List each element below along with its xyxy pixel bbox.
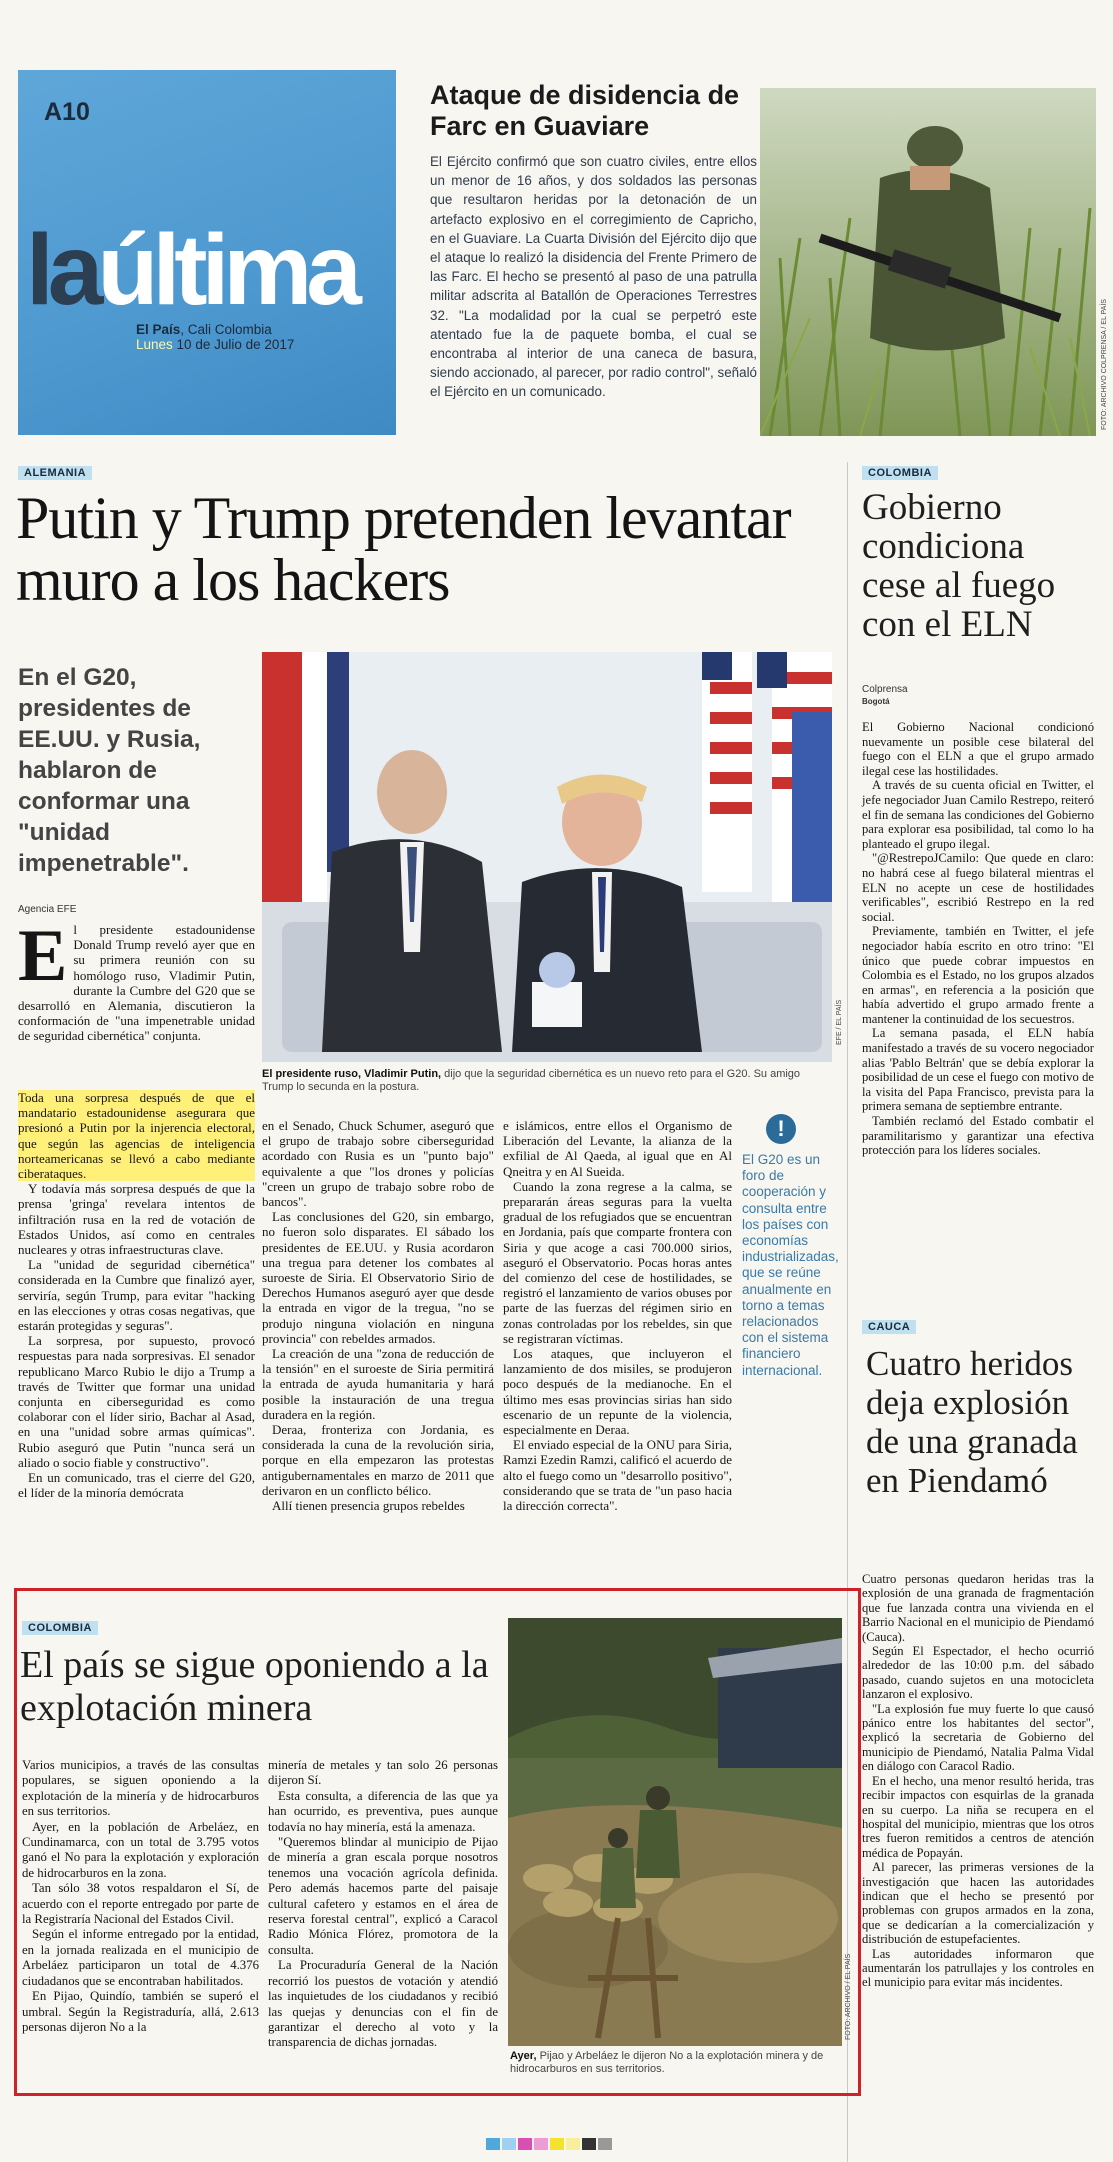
g20-note-text: El G20 es un foro de cooperación y consulta entre los países con economías industrializadas, que se reúne anualmente en torno a temas relacionados con el sistema financiero internacional. (742, 1152, 839, 1378)
mining-photo (508, 1618, 842, 2046)
info-icon: ! (766, 1114, 796, 1144)
drop-cap: E (18, 915, 68, 997)
mining-col-1: Varios municipios, a través de las consultas populares, se siguen oponiendo a la explotación de la minería y de hidrocarburos en sus territorios. Ayer, en la población de Arbeláez, en Cundinamarca, con un total de 3.795 votos ganó el No para la explotación y exploración de hidrocarburos en la zona. Tan sólo 38 votos respaldaron el Sí, de acuerdo con el reporte entregado por parte de la Registraría Nacional del Estados Civil. Según el informe entregado por la entidad, en la jornada realizada en el municipio de Arbeláez participaron un total de 4.376 ciudadanos que se encontraban habilitados. En Pijao, Quindío, también se superó el umbral. Según la Registraduría, allá, 2.613 personas dijeron No a la (22, 1758, 259, 2034)
main-col-3: e islámicos, entre ellos el Organismo de Liberación del Levante, la alianza de la exfilial de Al Qaeda, al igual que en Al Qneitra y en Al Sueida. Cuando la zona regrese a la calma, se prepararán áreas seguras para la vuelta gradual de los refugiados que se encuentran en Jordania, país que comparte frontera con Siria y que acoge a casi 700.000 sirios, aseguró el Observatorio. Pocas horas antes del comienzo del cese de hostilidades, se registró el lanzamiento de varios obuses por parte de las fuerzas del régimen sirio en zonas controladas por los rebeldes, sin que se registraran víctimas. Los ataques, que incluyeron el lanzamiento de dos misiles, se produjeron poco después de la medianoche. En el último mes esas provincias sirias han sido escenario de un repunte de la violencia, especialmente en Deraa. El enviado especial de la ONU para Siria, Ramzi Ezedin Ramzi, calificó el acuerdo de alto el fuego como un "desarrollo positivo", considerando que se trata de "un paso hacia la dirección correcta". (503, 1118, 732, 1514)
main-photo-caption: El presidente ruso, Vladimir Putin, dijo que la seguridad cibernética es un nuevo reto para el G20. Su amigo Trump lo secunda en la postura. (262, 1068, 801, 1093)
mining-photo-credit: FOTO: ARCHIVO / EL PAÍS (845, 1953, 852, 2040)
eln-byline: Colprensa Bogotá (862, 684, 908, 706)
section-tag-colombia-mining: COLOMBIA (22, 1621, 98, 1635)
eln-body: El Gobierno Nacional condicionó nuevamente un posible cese bilateral del fuego con el ELN a que el grupo armado ilegal cese las hostilidades. A través de su cuenta oficial en Twitter, el jefe negociador Juan Camilo Restrepo, reiteró el fin de semana las condiciones del Gobierno para explorar esa posibilidad, tal como lo ha planteado el grupo ilegal. "@RestrepoJCamilo: Que quede en claro: no habrá cese al fuego bilateral mientras el ELN no acepte un cese de hostilidades verificables", escribió Restrepo en la red social. Previamente, también en Twitter, el jefe negociador había escrito en otro trino: "El único que puede cobrar impuestos en Colombia es el Estado, no los grupos alzados en armas", en referencia a la posición que había advertido el grupo armado frente a mantener la continuidad de los secuestros. La semana pasada, el ELN había manifestado a través de su vocero negociador alias 'Pablo Beltrán' que se debía explorar la posibilidad de un cese el fuego con motivo de la visita del Papa Francisco, prevista para la primera semana de septiembre entrante. También reclamó del Estado combatir el paramilitarismo y garantizar una efectiva protección para los líderes sociales. (862, 720, 1094, 1158)
section-brand: laúltima (26, 214, 356, 326)
main-col-1-cont: Toda una sorpresa después de que el mandatario estadounidense asegurara que presionó a Putin por la injerencia electoral, que según las agencias de inteligencia norteamericanas se llevó a cabo mediante ciberataques. Y todavía más sorpresa después de que la prensa 'gringa' revelara intentos de infiltración rusa en la red de votación de Estados Unidos, así como en centrales nucleares y otras infraestructuras clave. La "unidad de seguridad cibernética" considerada en la Cumbre que finalizó ayer, serviría, según Trump, para evitar "hacking en las elecciones y otras cosas negativas, que estarán protegidas y seguras". La sorpresa, por supuesto, provocó respuestas para nada sorpresivas. El senador republicano Marco Rubio le dijo a Trump a través de Twitter que formar una unidad conjunta en ciberseguridad es como colaborar con el líder sirio, Bachar al Asad, en una "unidad sobre armas químicas". Rubio aseguró que Putin "nunca será un aliado o socio fiable y constructivo". En un comunicado, tras el cierre del G20, el líder de la minoría demócrata (18, 1090, 255, 1501)
soldier-photo-art (760, 88, 1096, 436)
section-tag-alemania: ALEMANIA (18, 466, 92, 480)
highlighted-paragraph: Toda una sorpresa después de que el mandatario estadounidense asegurara que presionó a Putin por la injerencia electoral, que según las agencias de inteligencia norteamericanas se llevó a cabo mediante ciberataques. (18, 1090, 255, 1182)
main-photo-credit: EFE / EL PAÍS (836, 999, 843, 1045)
mining-photo-art (508, 1618, 842, 2046)
section-tag-colombia: COLOMBIA (862, 466, 938, 480)
dateline: El País, Cali Colombia Lunes 10 de Julio de 2017 (136, 322, 295, 352)
cauca-body: Cuatro personas quedaron heridas tras la explosión de una granada de fragmentación que fue lanzada contra una vivienda en el Barrio Nacional en el municipio de Piendamó (Cauca). Según El Espectador, el hecho ocurrió alrededor de las 10:00 p.m. del sábado pasado, cuando sujetos en una motocicleta lanzaron el explosivo. "La explosión fue muy fuerte lo que causó pánico entre los habitantes del sector", explicó la secretaria de Gobierno del municipio de Piendamó, Natalia Palma Vidal en diálogo con Caracol Radio. En el hecho, una menor resultó herida, tras recibir impactos con esquirlas de la granada en su cuerpo. La niña se recupera en el hospital del municipio, mientras que los otros tres fueron remitidos a centros de atención médica de Popayán. Al parecer, las primeras versiones de la investigación que hacen las autoridades indican que el hecho se presentó por problemas con grupos armados en la zona, que se dedicarían a la comercialización y distribución de estupefacientes. Las autoridades informaron que aumentarán los patrullajes y los controles en el municipio para evitar más incidentes. (862, 1572, 1094, 1990)
main-headline: Putin y Trump pretenden levantar muro a los hackers (16, 485, 791, 613)
mining-col-2: minería de metales y tan solo 26 personas dijeron Sí. Esta consulta, a diferencia de las que ya han ocurrido, es preventiva, pues aunque todavía no hay minería, está la amenaza. "Queremos blindar al municipio de Pijao de minería a gran escala porque nosotros tenemos una vocación agrícola definida. Pero además hacemos parte del paisaje cultural cafetero y estamos en el área de reserva forestal central", explicó a Caracol Radio Mónica Flórez, promotora de la consulta. La Procuraduría General de la Nación recorrió los puestos de votación y atendió las inquietudes de los ciudadanos y recibió las quejas y denuncias con el fin de garantizar el derecho al voto y la transparencia de dichas jornadas. (268, 1758, 498, 2050)
eln-headline: Gobierno condiciona cese al fuego con el ELN (862, 487, 1056, 645)
main-col-1: E l presidente estadounidense Donald Trump reveló ayer que en su primera reunión con su homólogo ruso, Vladimir Putin, durante la Cumbre del G20 que se desarrolló en Alemania, discutieron la conformación de "una impenetrable unidad de seguridad cibernética" conjunta. (18, 915, 255, 1044)
soldier-photo (760, 88, 1096, 436)
section-header (18, 70, 396, 435)
cauca-headline: Cuatro heridos deja explosión de una granada en Piendamó (866, 1344, 1078, 1500)
page-number: A10 (44, 98, 90, 126)
top-photo-credit: FOTO: ARCHIVO COLPRENSA / EL PAÍS (1101, 299, 1108, 430)
mining-photo-caption: Ayer, Pijao y Arbeláez le dijeron No a la explotación minera y de hidrocarburos en sus territorios. (510, 2050, 824, 2075)
top-story-body: El Ejército confirmó que son cuatro civiles, entre ellos un menor de 16 años, y dos soldados las personas que resultaron heridas por la detonación de un artefacto explosivo en el corregimiento de Capricho, en el Guaviare. La Cuarta División del Ejército dijo que el ataque lo realizó la disidencia del Frente Primero de las Farc. El hecho se presentó al paso de una patrulla militar adscrita al Batallón de Operaciones Terrestres 32. "La modalidad por la cual se perpetró este atentado fue la de paquete bomba, el cual se encontraba al interior de una caneca de basura, siendo accionado, al parecer, por radio control", señaló el Ejército en un comunicado. (430, 154, 757, 400)
g20-note (742, 1114, 838, 1379)
section-tag-cauca: CAUCA (862, 1320, 916, 1334)
putin-trump-photo (262, 652, 832, 1062)
top-story-title: Ataque de disidencia de Farc en Guaviare (430, 80, 740, 141)
mining-headline: El país se sigue oponiendo a la explotación minera (20, 1644, 489, 1729)
color-registration-marks (486, 2138, 612, 2150)
putin-trump-photo-art (262, 652, 832, 1062)
main-byline: Agencia EFE (18, 904, 77, 915)
main-subtitle: En el G20, presidentes de EE.UU. y Rusia, hablaron de conformar una "unidad impenetrable". (18, 664, 201, 877)
main-col-2: en el Senado, Chuck Schumer, aseguró que el grupo de trabajo sobre ciberseguridad acordado con Rusia es un "punto bajo" equivalente a que "los drones y policías "creen un grupo de trabajo sobre robo de bancos". Las conclusiones del G20, sin embargo, no fueron solo disparates. El sábado los presidentes de EE.UU. y Rusia acordaron una tregua para detener los combates al suroeste de Siria. El Observatorio Sirio de Derechos Humanos aseguró ayer que desde la entrada en vigor de la tregua, "no se produjo ninguna violación en ninguna provincia" con rebeldes armados. La creación de una "zona de reducción de la tensión" en el suroeste de Siria permitirá la entrada de ayuda humanitaria y hará posible la instauración de una tregua duradera en la región. Deraa, fronteriza con Jordania, es considerada la cuna de la revolución siria, porque en ella empezaron las protestas antigubernamentales en marzo de 2011 que derivaron en un conflicto bélico. Allí tienen presencia grupos rebeldes (262, 1118, 494, 1514)
